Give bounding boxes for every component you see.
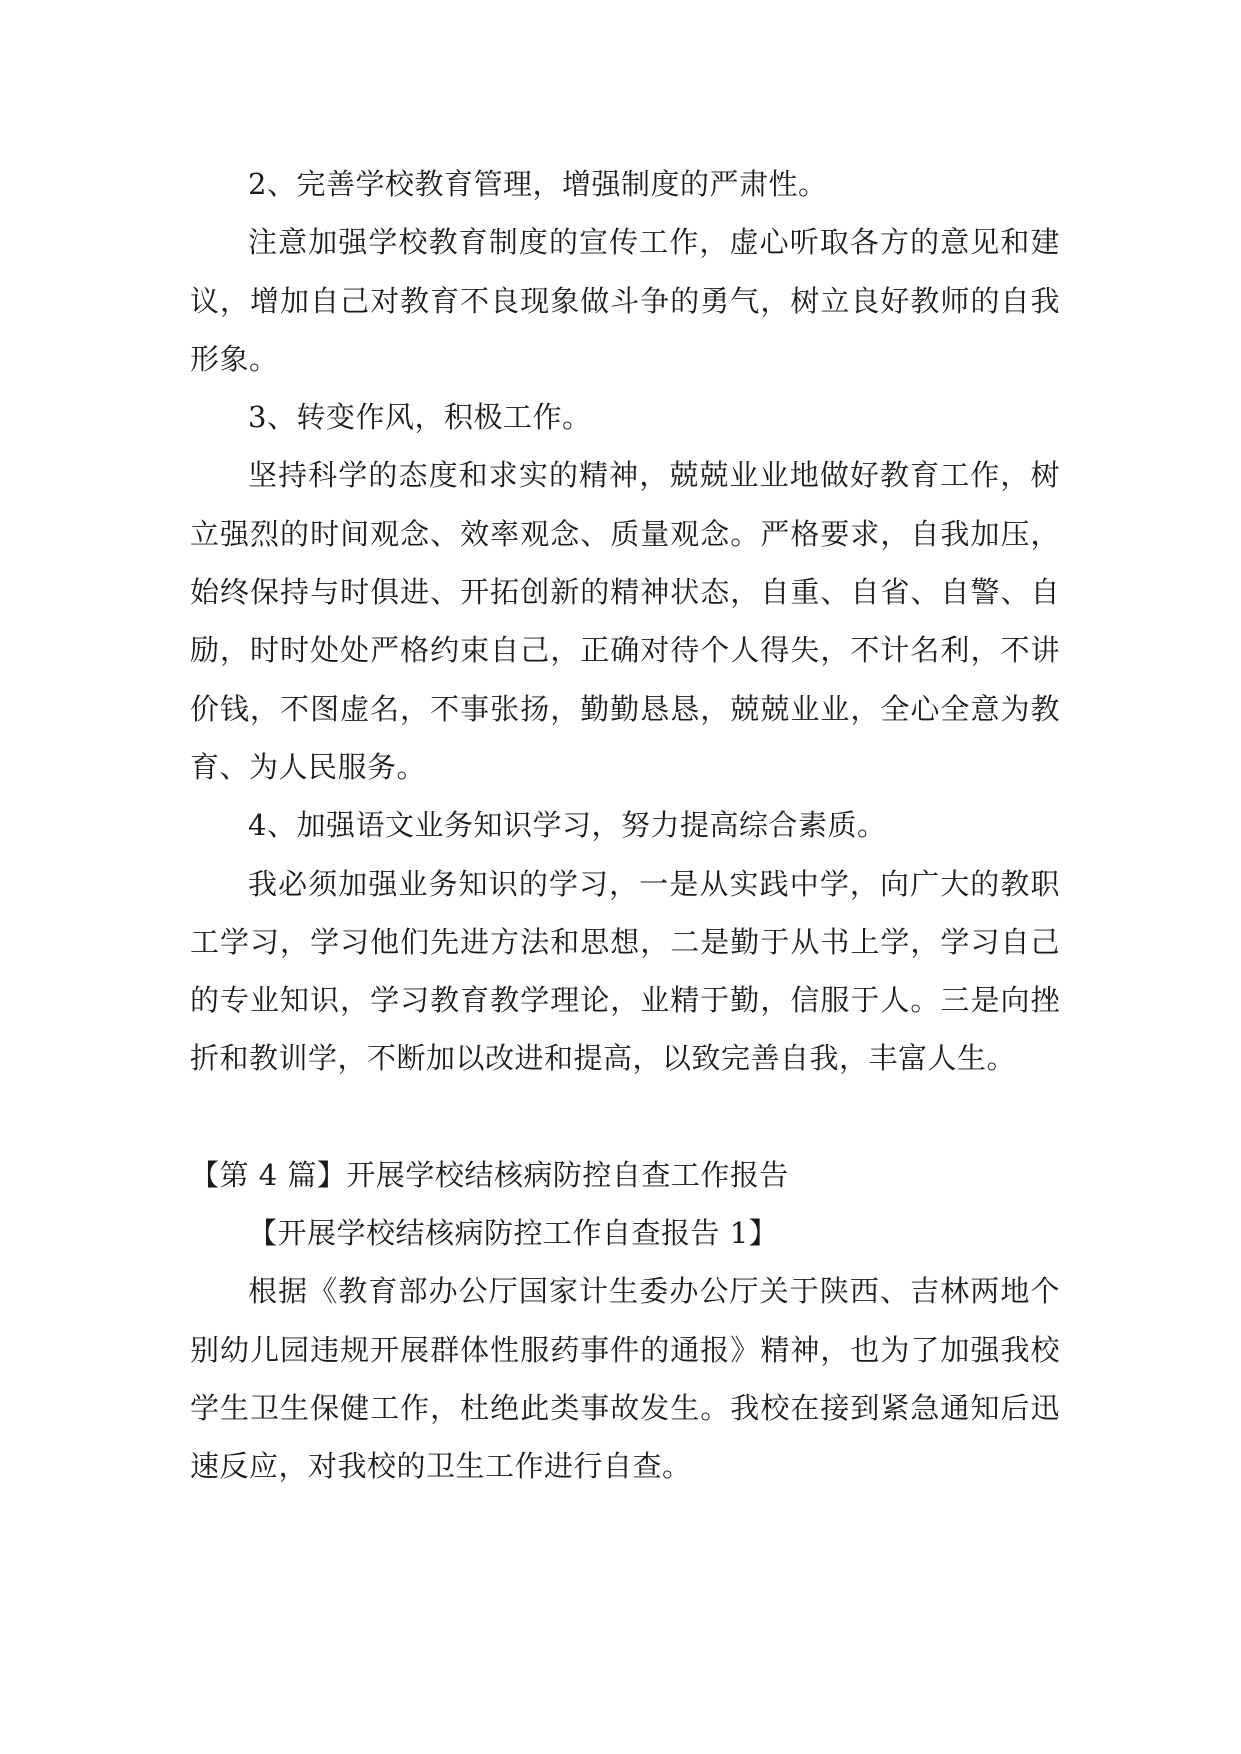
paragraph-item-2-heading: 2、完善学校教育管理，增强制度的严肃性。 <box>248 167 828 201</box>
paragraph-item-3-heading: 3、转变作风，积极工作。 <box>248 400 592 435</box>
paragraph-body: 我必须加强业务知识的学习，一是从实践中学，向广大的教职工学习，学习他们先进方法和思想，二是勤于从书上学，学习自己的专业知识，学习教育教学理论，业精于勤，信服于人。三是向挫折和教训学，不断加以改进和提高，以致完善自我，丰富人生。 <box>190 866 1060 1076</box>
section-spacer <box>190 1088 1060 1146</box>
report-subtitle: 【开展学校结核病防控工作自查报告 1】 <box>248 1216 779 1251</box>
paragraph-body: 注意加强学校教育制度的宣传工作，虚心听取各方的意见和建议，增加自己对教育不良现象做斗争的勇气，树立良好教师的自我形象。 <box>190 225 1060 376</box>
chapter-title: 【第 4 篇】开展学校结核病防控自查工作报告 <box>190 1157 789 1192</box>
paragraph-item-4-heading: 4、加强语文业务知识学习，努力提高综合素质。 <box>248 808 887 843</box>
document-body <box>190 155 1060 1496</box>
paragraph-body: 坚持科学的态度和求实的精神，兢兢业业地做好教育工作，树立强烈的时间观念、效率观念、质量观念。严格要求，自我加压，始终保持与时俱进、开拓创新的精神状态，自重、自省、自警、自励，时时处处严格约束自己，正确对待个人得失，不计名利，不讲价钱，不图虚名，不事张扬，勤勤恳恳，兢兢业业，全心全意为教育、为人民服务。 <box>190 458 1060 784</box>
paragraph-body: 根据《教育部办公厅国家计生委办公厅关于陕西、吉林两地个别幼儿园违规开展群体性服药事件的通报》精神，也为了加强我校学生卫生保健工作，杜绝此类事故发生。我校在接到紧急通知后迅速反应，对我校的卫生工作进行自查。 <box>190 1274 1060 1484</box>
